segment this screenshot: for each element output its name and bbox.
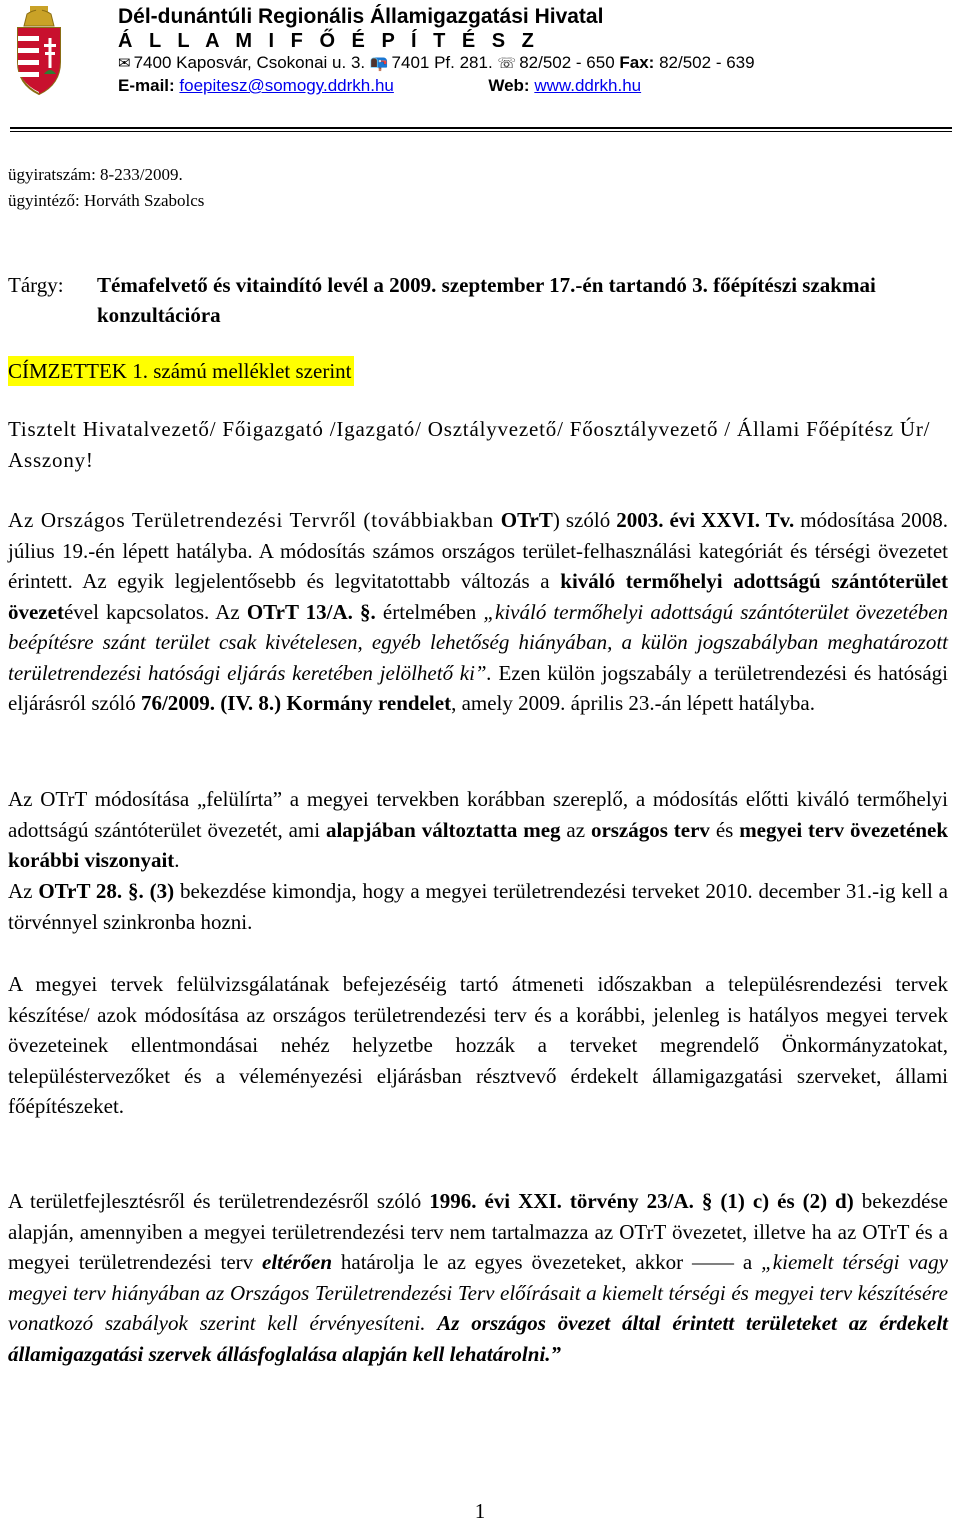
envelope-icon: ✉: [118, 55, 131, 72]
text-run: A területfejlesztésről és területrendezésről szóló: [8, 1189, 430, 1213]
fax-number: 82/502 - 639: [659, 53, 755, 72]
text-run: bekezdése kimondja, hogy a megyei területrendezési terveket 2010. december 31.-ig kell a törvénnyel szinkronba hozni.: [8, 879, 948, 934]
text-run: .: [174, 848, 180, 872]
paragraph-legal-basis: [8, 1186, 948, 1369]
letterhead: [118, 4, 755, 97]
text-run-bold: országos terv: [590, 817, 710, 842]
text-run-bold-italic: Az országos övezet által érintett területeket az érdekelt államigazgatási szervek állásfoglalása alapján kell lehatárolni.”: [8, 1311, 948, 1366]
text-run: határolja le az egyes övezeteket, akkor ―― a: [332, 1250, 762, 1274]
email-link[interactable]: foepitesz@somogy.ddrkh.hu: [179, 76, 394, 95]
text-run: ) szóló: [552, 508, 617, 532]
mailbox-icon: 📭: [369, 55, 389, 72]
text-run: Az OTrT módosítása „felülírta” a megyei tervekben korábban szereplő, a módosítás előtti kiváló termőhelyi adottságú szántóterület övezetét, ami: [8, 787, 948, 842]
telephone-icon: ☏: [497, 55, 517, 72]
text-run-bold: OTrT 28. §. (3): [38, 879, 175, 903]
text-run-bold: 2003. évi XXVI. Tv.: [616, 508, 795, 532]
page-number: 1: [474, 1499, 486, 1523]
text-run: értelmében: [375, 599, 484, 624]
case-handler: ügyintéző: Horváth Szabolcs: [8, 191, 205, 210]
po-box: 7401 Pf. 281.: [391, 53, 493, 72]
text-run: bekezdése alapján, amennyiben a megyei területrendezési terv nem tartalmazza az OTrT övezetet, illetve ha az OTrT és a megyei területrendezési terv: [8, 1189, 948, 1274]
paragraph-transition-period: A megyei tervek felülvizsgálatának befejezéséig tartó átmeneti időszakban a településrendezési tervek készítése/ azok módosítása az országos területrendezési terv és a korábbi, jelenleg is hatályos megyei tervek övezeteinek ellentmondásai nehéz helyzetbe hozzák a terveket megrendelő Önkormányzatokat, településtervezőket és a véleményezési eljárásban résztvevő érdekelt államigazgatási szerveket, állami főépítészeket.: [8, 972, 948, 1118]
recipients-note: CÍMZETTEK 1. számú melléklet szerint: [8, 356, 354, 386]
text-run-bold: OTrT 13/A. §.: [246, 599, 376, 624]
postal-address: 7400 Kaposvár, Csokonai u. 3.: [133, 53, 366, 72]
office-name: Dél-dunántúli Regionális Államigazgatási Hivatal: [118, 5, 604, 28]
email-label: E-mail:: [118, 76, 175, 95]
text-run-bold: OTrT: [500, 508, 553, 532]
salutation: Tisztelt Hivatalvezető/ Főigazgató /Igazgató/ Osztályvezető/ Főosztályvezető / Állami Főépítész Úr/ Asszony!: [8, 417, 931, 472]
text-run-bold: alapjában változtatta meg: [325, 817, 561, 842]
fax-label: Fax:: [619, 53, 655, 72]
coat-of-arms-icon: [10, 4, 68, 96]
subject-text: Témafelvető és vitaindító levél a 2009. szeptember 17.-én tartandó 3. főépítészi szakmai konzultációra: [97, 273, 876, 327]
paragraph-otrt-amendment: [8, 505, 948, 719]
text-run-bold: megyei terv övezetének korábbi viszonyait: [8, 817, 948, 872]
office-subtitle: Á L L A M I F Ő É P Í T É S Z: [118, 30, 540, 52]
phone-number: 82/502 - 650: [519, 53, 615, 72]
text-run: módosítása 2008. július 19.-én lépett hatályba. A módosítás számos országos terület-felhasználási kategóriát és térségi övezetet érintett.: [8, 508, 948, 593]
text-run: , amely 2009. április 23.-án lépett hatályba.: [451, 691, 815, 715]
text-run: ével kapcsolatos. Az: [63, 599, 247, 624]
case-number: ügyiratszám: 8-233/2009.: [8, 165, 183, 184]
text-run-bold: 76/2009. (IV. 8.) Kormány rendelet: [140, 691, 452, 715]
text-run-bold: 1996. évi XXI. törvény 23/A. § (1) c) és (2) d): [429, 1189, 854, 1213]
paragraph-otrt-override: [8, 784, 948, 876]
text-run: és: [709, 817, 740, 842]
web-link[interactable]: www.ddrkh.hu: [534, 76, 642, 95]
text-run-italic: „kiváló termőhelyi adottságú szántóterület övezetében beépítésre szánt terület csak kivételesen, egyéb lehetőség hiányában, a külön jogszabályban meghatározott területrendezési hatósági eljárás keretében jelölhető ki”.: [8, 599, 949, 685]
text-run: az: [560, 817, 591, 842]
subject-label: Tárgy:: [8, 273, 64, 297]
paragraph-otrt-deadline: [8, 876, 948, 937]
text-run: Az egyik legjelentősebb és legvitatottabb változás a: [82, 569, 561, 593]
text-run-italic: „kiemelt térségi vagy megyei terv hiányában az Országos Területrendezési Terv előírásait a kiemelt térségi és megyei terv készítésére vonatkozó szabályok szerint kell érvényesíteni.: [8, 1250, 948, 1335]
web-line: [118, 75, 755, 97]
text-run: Az Országos Területrendezési Tervről (továbbiakban: [8, 508, 501, 532]
header-divider: [10, 127, 952, 132]
text-run-bold-italic: eltérően: [262, 1250, 332, 1274]
text-run-bold: kiváló termőhelyi adottságú szántóterület övezet: [8, 569, 948, 624]
contact-line: [118, 52, 755, 75]
text-run: Ezen külön jogszabály a területrendezési és hatósági eljárásról szóló: [8, 660, 948, 715]
text-run: Az: [8, 879, 39, 903]
web-label: Web:: [488, 76, 530, 95]
